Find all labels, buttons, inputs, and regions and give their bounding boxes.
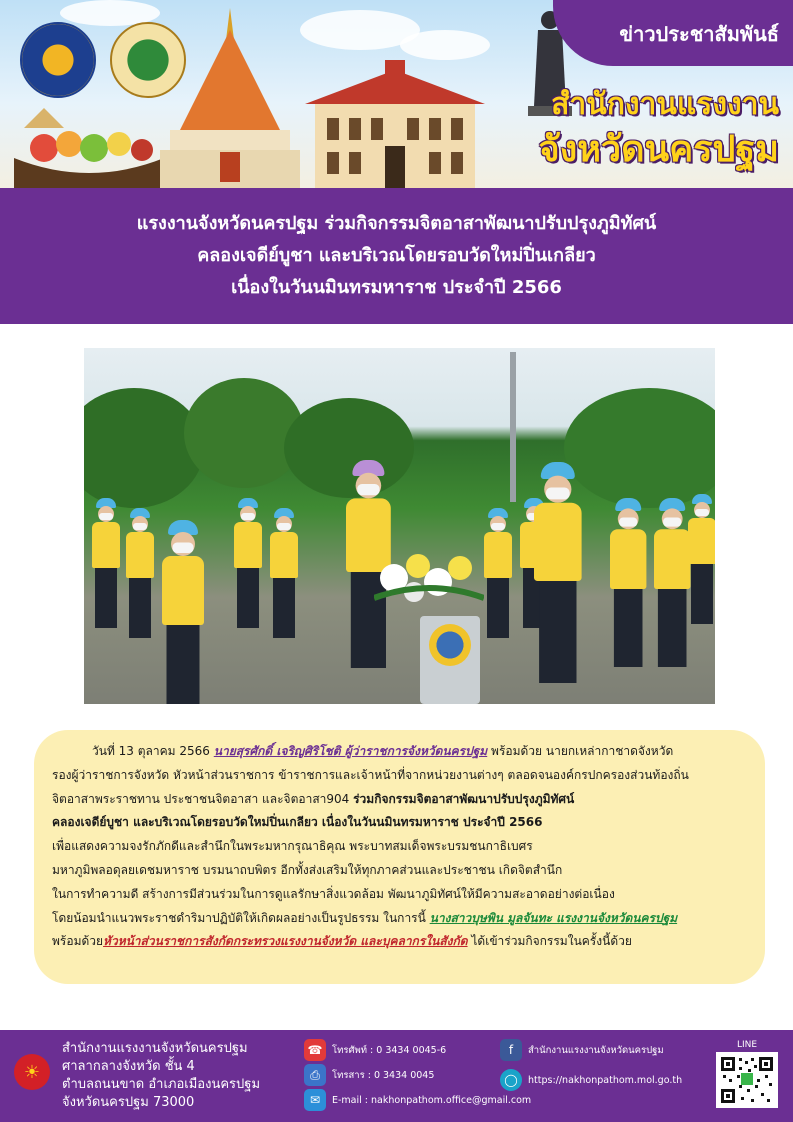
header-banner: [0, 0, 793, 188]
floating-market-illustration: [14, 98, 164, 188]
news-headline: [0, 188, 793, 324]
palace-illustration: [305, 60, 485, 188]
pagoda-illustration: [160, 0, 300, 188]
website-url[interactable]: https://nakhonpathom.mol.go.th: [528, 1074, 683, 1086]
headline-line3: เนื่องในวันนมินทรมหาราช ประจำปี 2566: [231, 277, 562, 298]
body-text: จิตอาสาพระราชทาน ประชาชนจิตอาสา และจิตอาสา904: [52, 791, 354, 806]
email-address[interactable]: E-mail : nakhonpathom.office@gmail.com: [332, 1094, 532, 1106]
body-line: [52, 740, 747, 764]
ministry-seal-logo: [20, 22, 96, 98]
footer-address: [62, 1040, 260, 1112]
governor-name: นายสุรศักดิ์ เจริญศิริโชติ ผู้ว่าราชการจังหวัดนครปฐม: [213, 744, 488, 758]
address-line: ตำบลถนนขาด อำเภอเมืองนครปฐม: [62, 1077, 261, 1092]
body-line: รองผู้ว่าราชการจังหวัด หัวหน้าส่วนราชการ ข้าราชการและเจ้าหน้าที่จากหน่วยงานต่างๆ ตลอดจนองค์กรปกครองส่วนท้องถิ่น: [52, 767, 689, 782]
news-body-paragraph: [52, 740, 747, 954]
body-line: [52, 811, 747, 835]
body-text: พร้อมด้วย นายกเหล่ากาชาดจังหวัด: [487, 744, 674, 758]
website-contact[interactable]: [500, 1069, 682, 1091]
cloud-decoration: [400, 30, 490, 60]
volunteer-figure: [484, 508, 512, 638]
office-title: [539, 84, 779, 174]
website-icon: ◯: [500, 1069, 522, 1091]
body-text: โดยน้อมนำแนวพระราชดำริมาปฏิบัติให้เกิดผลอย่างเป็นรูปธรรม ในการนี้: [52, 910, 430, 925]
address-line: ศาลากลางจังหวัด ชั้น 4: [62, 1059, 195, 1074]
activity-title-bold: คลองเจดีย์บูชา และบริเวณโดยรอบวัดใหม่ปิ่นเกลียว เนื่องในวันนมินทรมหาราช ประจำปี 2566: [52, 815, 543, 830]
volunteer-figure: [610, 498, 646, 667]
event-photo: [84, 348, 715, 704]
fax-contact: [304, 1064, 434, 1086]
headline-line1: แรงงานจังหวัดนครปฐม ร่วมกิจกรรมจิตอาสาพัฒนาปรับปรุงภูมิทัศน์: [136, 213, 657, 234]
body-text: ได้เข้าร่วมกิจกรรมในครั้งนี้ด้วย: [467, 934, 632, 949]
address-line: สำนักงานแรงงานจังหวัดนครปฐม: [62, 1041, 248, 1056]
volunteer-figure: [534, 462, 582, 683]
agency-heads-name: หัวหน้าส่วนราชการสังกัดกระทรวงแรงงานจังหวัด และบุคลากรในสังกัด: [103, 934, 468, 949]
volunteer-figure: [92, 498, 120, 628]
volunteer-figure: [126, 508, 154, 638]
volunteer-figure: [688, 494, 715, 624]
province-seal-logo: [110, 22, 186, 98]
body-line: [52, 788, 747, 812]
volunteer-figure: [162, 520, 204, 704]
utility-pole: [510, 352, 516, 502]
body-line: เพื่อแสดงความจงรักภักดีและสำนึกในพระมหากรุณาธิคุณ พระบาทสมเด็จพระบรมชนกาธิเบศร: [52, 839, 533, 854]
address-line: จังหวัดนครปฐม 73000: [62, 1095, 195, 1110]
email-contact[interactable]: [304, 1089, 531, 1111]
email-icon: ✉: [304, 1089, 326, 1111]
body-line: มหาภูมิพลอดุลยเดชมหาราช บรมนาถบพิตร อีกทั้งส่งเสริมให้ทุกภาคส่วนและประชาชน เกิดจิตสำนึก: [52, 862, 563, 877]
volunteer-figure: [270, 508, 298, 638]
body-line: ในการทำความดี สร้างการมีส่วนร่วมในการดูแลรักษาสิ่งแวดล้อม พัฒนาภูมิทัศน์ให้มีความสะอาดอย่างต่อเนื่อง: [52, 886, 615, 901]
flower-bouquet: [374, 538, 484, 608]
qr-code-icon[interactable]: [716, 1052, 778, 1108]
volunteer-figure: [654, 498, 690, 667]
facebook-page[interactable]: สำนักงานแรงงานจังหวัดนครปฐม: [528, 1044, 664, 1056]
press-release-label: ข่าวประชาสัมพันธ์: [619, 22, 779, 46]
facebook-contact[interactable]: [500, 1039, 664, 1061]
activity-title-bold: ร่วมกิจกรรมจิตอาสาพัฒนาปรับปรุงภูมิทัศน์: [353, 791, 575, 806]
phone-icon: ☎: [304, 1039, 326, 1061]
phone-number: โทรศัพท์ : 0 3434 0045-6: [332, 1044, 447, 1056]
fax-icon: ⎙: [304, 1064, 326, 1086]
office-title-line2: จังหวัดนครปฐม: [538, 129, 779, 170]
tree-decoration: [564, 388, 715, 508]
body-text: วันที่ 13 ตุลาคม 2566: [92, 744, 214, 758]
fax-number: โทรสาร : 0 3434 0045: [332, 1069, 435, 1081]
body-line: [52, 930, 747, 954]
volunteer-figure: [234, 498, 262, 628]
facebook-icon: f: [500, 1039, 522, 1061]
line-label: LINE: [737, 1040, 758, 1050]
press-release-tab: [553, 0, 793, 66]
podium-seal: [429, 624, 471, 666]
labour-officer-name: นางสาวบุษพิน มูลจันทะ แรงงานจังหวัดนครปฐม: [429, 910, 678, 925]
body-text: พร้อมด้วย: [52, 934, 104, 949]
ministry-logo-icon: ☀: [14, 1054, 50, 1090]
body-line: [52, 907, 747, 931]
headline-line2: คลองเจดีย์บูชา และบริเวณโดยรอบวัดใหม่ปิ่นเกลียว: [197, 245, 596, 266]
phone-contact: [304, 1039, 446, 1061]
office-title-line1: สำนักงานแรงงาน: [551, 87, 779, 122]
news-body-card: [34, 730, 765, 984]
